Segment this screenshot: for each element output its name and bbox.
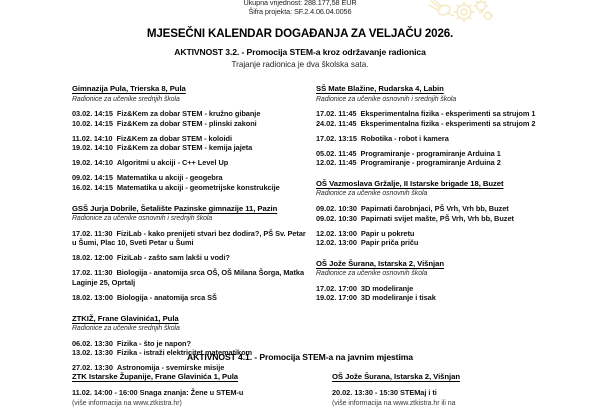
event-title: Matematika u akciji - geogebra — [112, 173, 223, 183]
event-datetime: 17.02. 11:45 — [316, 109, 357, 118]
venue-block — [72, 204, 308, 303]
event-datetime: 12.02. 13:00 — [316, 238, 357, 248]
event-datetime: 09.02. 14:15 — [72, 173, 113, 183]
event-title: Programiranje - programiranje Arduina 1 — [356, 148, 501, 158]
activity-41-left-block — [72, 372, 308, 408]
event-note: (više informacija na www.ztkistra.hr ili na — [332, 400, 456, 408]
event-group — [316, 149, 588, 168]
event-group — [72, 229, 308, 248]
event-title: FiziLab - kako prenijeti stvari bez dodira?, PŠ Sv. Petar u Šumi, Plac 10, Sveti Petar u Šumi — [72, 228, 306, 248]
event-entry — [316, 204, 588, 214]
event-datetime: 17.02. 13:15 — [316, 133, 357, 143]
event-group — [72, 268, 308, 287]
event-entry — [72, 253, 308, 263]
event-entry — [72, 134, 308, 144]
event-group — [72, 134, 308, 153]
event-entry — [316, 284, 588, 294]
event-entry — [72, 339, 308, 349]
event-datetime: 18.02. 12:00 — [72, 253, 113, 263]
activity-32-subtitle: Trajanje radionica je dva školska sata. — [231, 59, 369, 69]
event-entry — [316, 119, 588, 129]
event-title: Fizika - istraži elektricitet matematikom — [112, 348, 253, 358]
event-datetime: 13.02. 13:30 — [72, 348, 113, 358]
event-title: Robotika - robot i kamera — [356, 133, 449, 143]
activity-41-columns — [0, 372, 600, 416]
event-entry — [316, 214, 588, 224]
event-entry — [72, 173, 308, 183]
event-title: FiziLab - zašto sam lakši u vodi? — [112, 253, 230, 263]
event-datetime: 05.02. 11:45 — [316, 148, 357, 158]
project-code-line: Šifra projekta: SF.2.4.06.04.0056 — [248, 7, 352, 17]
event-title: Biologija - anatomija srca SŠ — [112, 293, 217, 303]
venue-block — [316, 84, 588, 168]
event-group — [72, 109, 308, 128]
event-datetime: 19.02. 14:10 — [72, 158, 113, 168]
venue-name: GSŠ Jurja Dobrile, Šetalište Pazinske gimnazije 11, Pazin — [72, 203, 278, 213]
event-entry — [316, 109, 588, 119]
event-datetime: 24.02. 11:45 — [316, 118, 357, 128]
schedule-column-left — [72, 84, 308, 384]
venue-audience: Radionice za učenike srednjih škola — [72, 95, 180, 103]
event-entry — [316, 293, 588, 303]
schedule-column-right — [316, 84, 588, 314]
event-entry — [72, 109, 308, 119]
venue-block — [72, 84, 308, 193]
page-title: MJESEČNI KALENDAR DOGAĐANJA ZA VELJAČU 2026. — [146, 26, 454, 40]
project-value-line: Ukupna vrijednost: 288.177,58 EUR — [243, 0, 357, 7]
event-datetime: 12.02. 11:45 — [316, 158, 357, 168]
document-header — [0, 0, 600, 70]
event-title: Programiranje - programiranje Arduina 2 — [356, 158, 501, 168]
event-datetime: 19.02. 14:10 — [72, 143, 113, 153]
event-datetime: 17.02. 11:30 — [72, 228, 113, 238]
venue-block — [316, 179, 588, 248]
event-datetime: 06.02. 13:30 — [72, 338, 113, 348]
venue-audience: Radionice za učenike osnovnih i srednjih škola — [316, 95, 457, 103]
event-datetime: 03.02. 14:15 — [72, 109, 113, 118]
activity-41-right-block — [332, 372, 588, 408]
event-datetime: 18.02. 13:00 — [72, 293, 113, 303]
event-entry — [316, 229, 588, 239]
event-group — [72, 293, 308, 303]
venue-audience: Radionice za učenike srednjih škola — [72, 325, 180, 333]
event-title: Algoritmi u akciji - C++ Level Up — [112, 158, 229, 168]
event-datetime: 27.02. 13:30 — [72, 363, 113, 373]
event-group — [316, 109, 588, 128]
venue-name: Gimnazija Pula, Trierska 8, Pula — [72, 84, 186, 93]
event-datetime: 16.02. 14:15 — [72, 183, 113, 193]
event-title: Fizika - što je napon? — [112, 338, 191, 348]
event-title: Matematika u akciji - geometrijske konstrukcije — [112, 183, 280, 193]
event-entry — [316, 149, 588, 159]
event-datetime: 11.02. 14:10 — [72, 133, 113, 143]
event-group — [316, 284, 588, 303]
event-title: Fiz&Kem za dobar STEM - kružno gibanje — [112, 109, 261, 118]
venue-name: ZTKIŽ, Frane Glavinića1, Pula — [72, 313, 179, 323]
event-title: Eksperimentalna fizika - eksperimenti sa strujom 2 — [356, 118, 536, 128]
event-entry — [316, 134, 588, 144]
event-datetime: 19.02. 17:00 — [316, 293, 357, 303]
event-datetime: 09.02. 10:30 — [316, 213, 357, 223]
activity-41-section — [0, 352, 600, 416]
event-entry — [316, 238, 588, 248]
venue-name: OŠ Jože Šurana, Istarska 2, Višnjan — [316, 258, 445, 268]
event-title: Fiz&Kem za dobar STEM - kemija jajeta — [112, 143, 253, 153]
venue-audience: Radionice za učenike osnovnih škola — [316, 270, 428, 278]
event-datetime: 09.02. 10:30 — [316, 203, 357, 213]
event-datetime: 17.02. 11:30 — [72, 268, 113, 278]
event-title: Papirnati svijet mašte, PŠ Vrh, Vrh bb, Buzet — [356, 213, 514, 223]
event-datetime: 17.02. 17:00 — [316, 283, 357, 293]
event-group — [316, 204, 588, 223]
event-entry — [72, 183, 308, 193]
event-title: Papir priča priču — [356, 238, 419, 248]
venue-name: SŠ Mate Blažine, Rudarska 4, Labin — [316, 84, 444, 93]
event-note: (više informacija na www.ztkistra.hr) — [72, 400, 182, 408]
event-datetime: 10.02. 14:15 — [72, 118, 113, 128]
venue-name: ZTK Istarske Županije, Frane Glavinića 1, Pula — [72, 372, 239, 381]
event-title: Papirnati čarobnjaci, PŠ Vrh, Vrh bb, Buzet — [356, 203, 509, 213]
venue-audience: Radionice za učenike osnovnih škola — [316, 190, 428, 198]
activity-41-title: AKTIVNOST 4.1. - Promocija STEM-a na javnim mjestima — [187, 352, 413, 362]
venue-name: OŠ Jože Šurana, Istarska 2, Višnjan — [332, 372, 461, 381]
event-datetime: 12.02. 13:00 — [316, 228, 357, 238]
event-entry — [72, 268, 308, 287]
event-title: Fiz&Kem za dobar STEM - koloidi — [112, 133, 232, 143]
venue-name: OŠ Vazmoslava Gržalje, II Istarske brigade 18, Buzet — [316, 178, 504, 188]
event-entry — [72, 293, 308, 303]
event-title: 3D modeliranje — [356, 283, 414, 293]
event-entry — [72, 143, 308, 153]
event-entry — [72, 119, 308, 129]
event-entry — [72, 229, 308, 248]
event-title: Eksperimentalna fizika - eksperimenti sa strujom 1 — [356, 109, 536, 118]
event-entry: 11.02. 14:00 - 16:00 Snaga znanja: Žene u STEM-u — [72, 388, 244, 397]
venue-audience: Radionice za učenike osnovnih i srednjih škola — [72, 215, 213, 223]
event-group — [72, 173, 308, 192]
event-title: Fiz&Kem za dobar STEM - plinski zakoni — [112, 118, 257, 128]
event-group — [316, 229, 588, 248]
event-group — [316, 134, 588, 144]
event-title: Astronomija - svemirske misije — [112, 363, 225, 373]
event-title: Biologija - anatomija srca OŠ, OŠ Milana Šorga, Matka Laginje 25, Oprtalj — [72, 268, 305, 288]
event-title: 3D modeliranje i tisak — [356, 293, 436, 303]
activity-32-title: AKTIVNOST 3.2. - Promocija STEM-a kroz održavanje radionica — [174, 46, 426, 57]
event-entry: 20.02. 13:30 - 15:30 STEMaj i ti — [332, 388, 437, 397]
event-group — [72, 158, 308, 168]
event-entry — [72, 158, 308, 168]
event-group — [72, 253, 308, 263]
event-entry — [316, 158, 588, 168]
event-title: Papir u pokretu — [356, 228, 415, 238]
venue-block — [316, 259, 588, 303]
